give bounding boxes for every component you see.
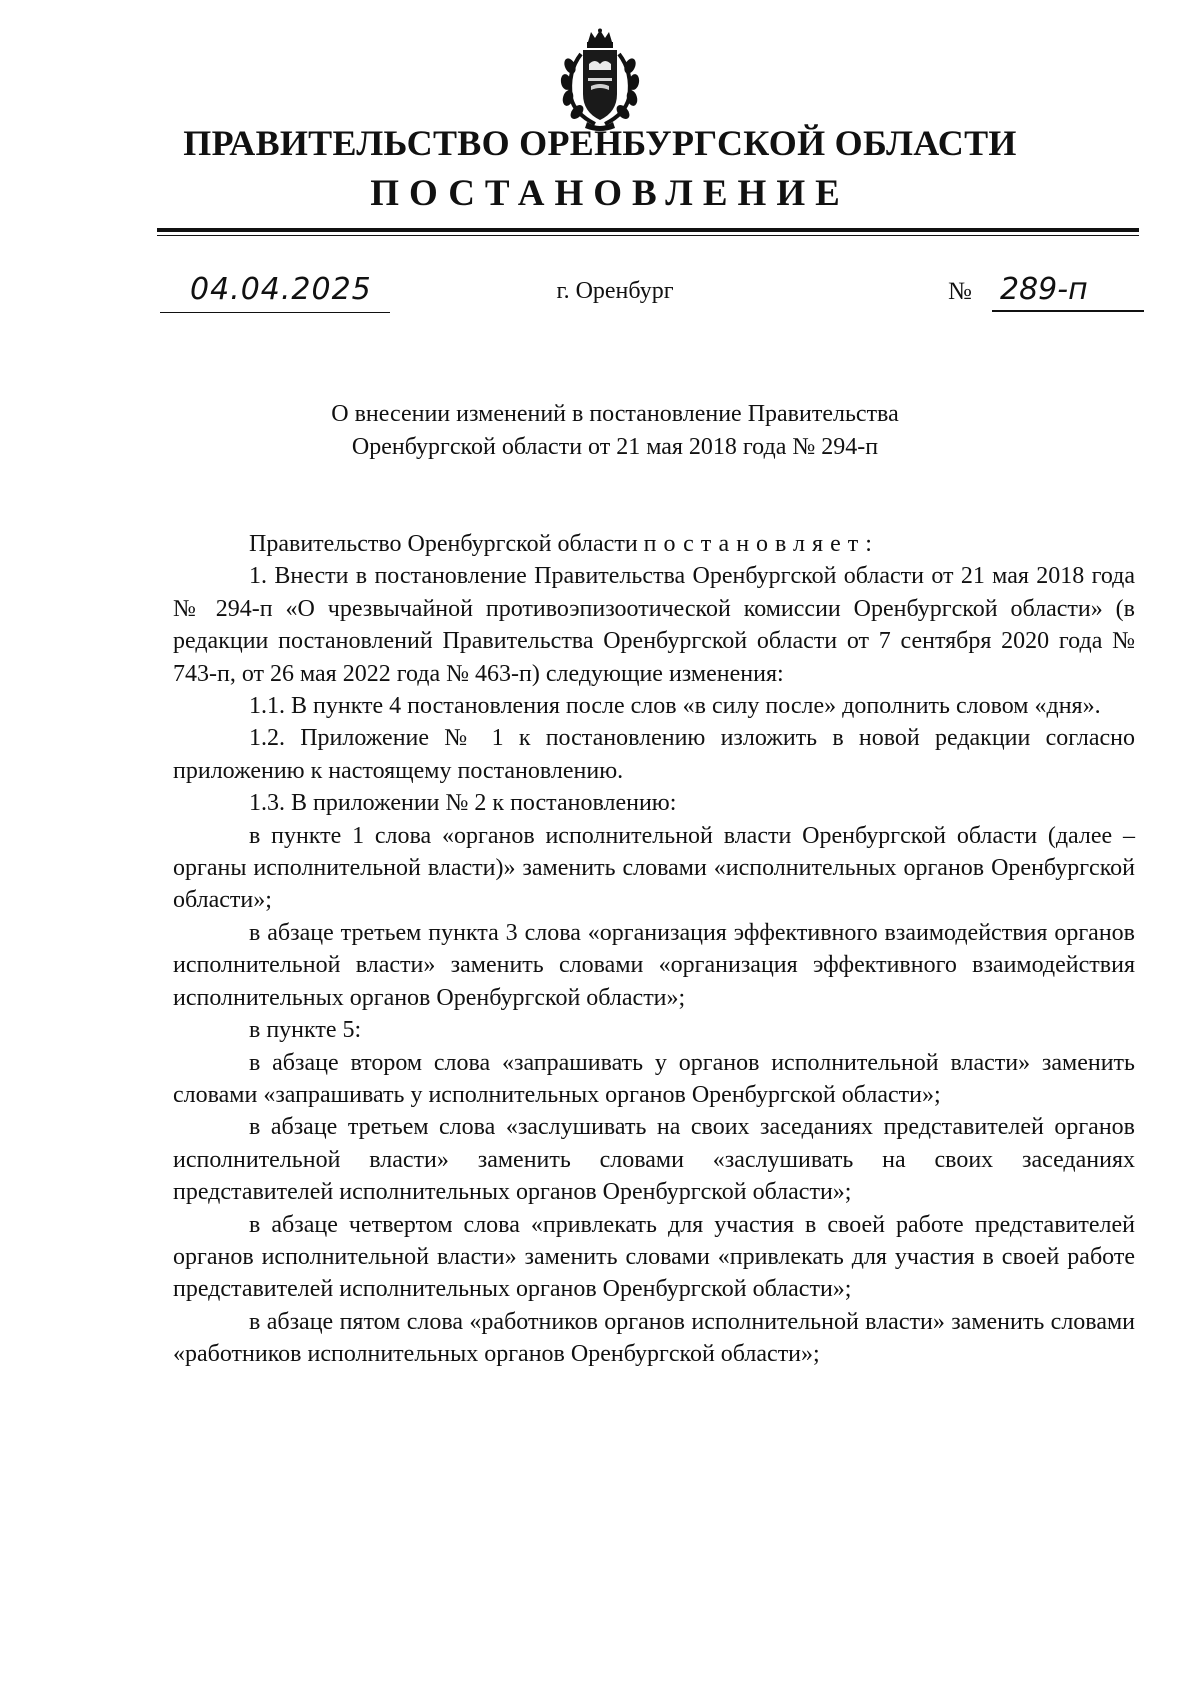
header-rule-thick (157, 228, 1139, 232)
document-body (173, 528, 1135, 1371)
paragraph-5-third: в абзаце третьем слова «заслушивать на своих заседаниях представителей органов исполнительной власти» заменить словами «заслушивать на своих заседаниях представителей исполнительных органов Оренбургской области»; (173, 1114, 1135, 1206)
paragraph-1: 1. Внести в постановление Правительства Оренбургской области от 21 мая 2018 года № 294-п «О чрезвычайной противоэпизоотической комиссии Оренбургской области» (в редакции постановлений Правительства Оренбургской области от 7 сентября 2020 года № 743-п, от 26 мая 2022 года № 463-п) следующие изменения: (173, 563, 1135, 687)
handwritten-date: 04.04.2025 (190, 272, 372, 307)
paragraph-1-2: 1.2. Приложение № 1 к постановлению изложить в новой редакции согласно приложению к настоящему постановлению. (173, 725, 1135, 784)
paragraph-5-fourth: в абзаце четвертом слова «привлекать для участия в своей работе представителей органов исполнительной власти» заменить словами «привлекать для участия в своей работе представителей исполнительных органов Оренбургской области»; (173, 1211, 1135, 1303)
number-field (948, 272, 1144, 312)
intro-resolves: постановляет (643, 531, 866, 557)
paragraph-1-3: 1.3. В приложении № 2 к постановлению: (249, 790, 677, 817)
subject-line-1: О внесении изменений в постановление Правительства (331, 401, 899, 427)
number-underline (992, 310, 1144, 312)
paragraph-5-fifth: в абзаце пятом слова «работников органов исполнительной власти» заменить словами «работников исполнительных органов Оренбургской области»; (173, 1308, 1135, 1368)
intro-prefix: Правительство Оренбургской области (249, 531, 644, 557)
intro-suffix: : (865, 531, 872, 557)
government-title: ПРАВИТЕЛЬСТВО ОРЕНБУРГСКОЙ ОБЛАСТИ (183, 123, 1017, 163)
city-label: г. Оренбург (556, 278, 674, 304)
number-sign: № (948, 278, 972, 305)
document-type: ПОСТАНОВЛЕНИЕ (370, 173, 850, 214)
orenburg-coat-of-arms-icon (555, 28, 645, 132)
intro-paragraph (173, 528, 1135, 560)
header-rule-thin (157, 235, 1139, 236)
paragraph-item-5: в пункте 5: (249, 1017, 362, 1044)
paragraph-item-3: в абзаце третьем пункта 3 слова «организация эффективного взаимодействия органов исполнительной власти» заменить словами «организация эффективного взаимодействия исполнительных органов Оренбургской области»; (173, 919, 1135, 1011)
paragraph-1-1: 1.1. В пункте 4 постановления после слов «в силу после» дополнить словом «дня». (249, 693, 1101, 720)
paragraph-item-1: в пункте 1 слова «органов исполнительной власти Оренбургской области (далее – органы исполнительной власти)» заменить словами «исполнительных органов Оренбургской области»; (173, 822, 1135, 914)
handwritten-number: 289-п (1000, 272, 1088, 307)
document-subject (0, 398, 1200, 464)
paragraph-5-second: в абзаце втором слова «запрашивать у органов исполнительной власти» заменить словами «запрашивать у исполнительных органов Оренбургской области»; (173, 1049, 1135, 1108)
subject-line-2: Оренбургской области от 21 мая 2018 года № 294-п (351, 434, 879, 460)
